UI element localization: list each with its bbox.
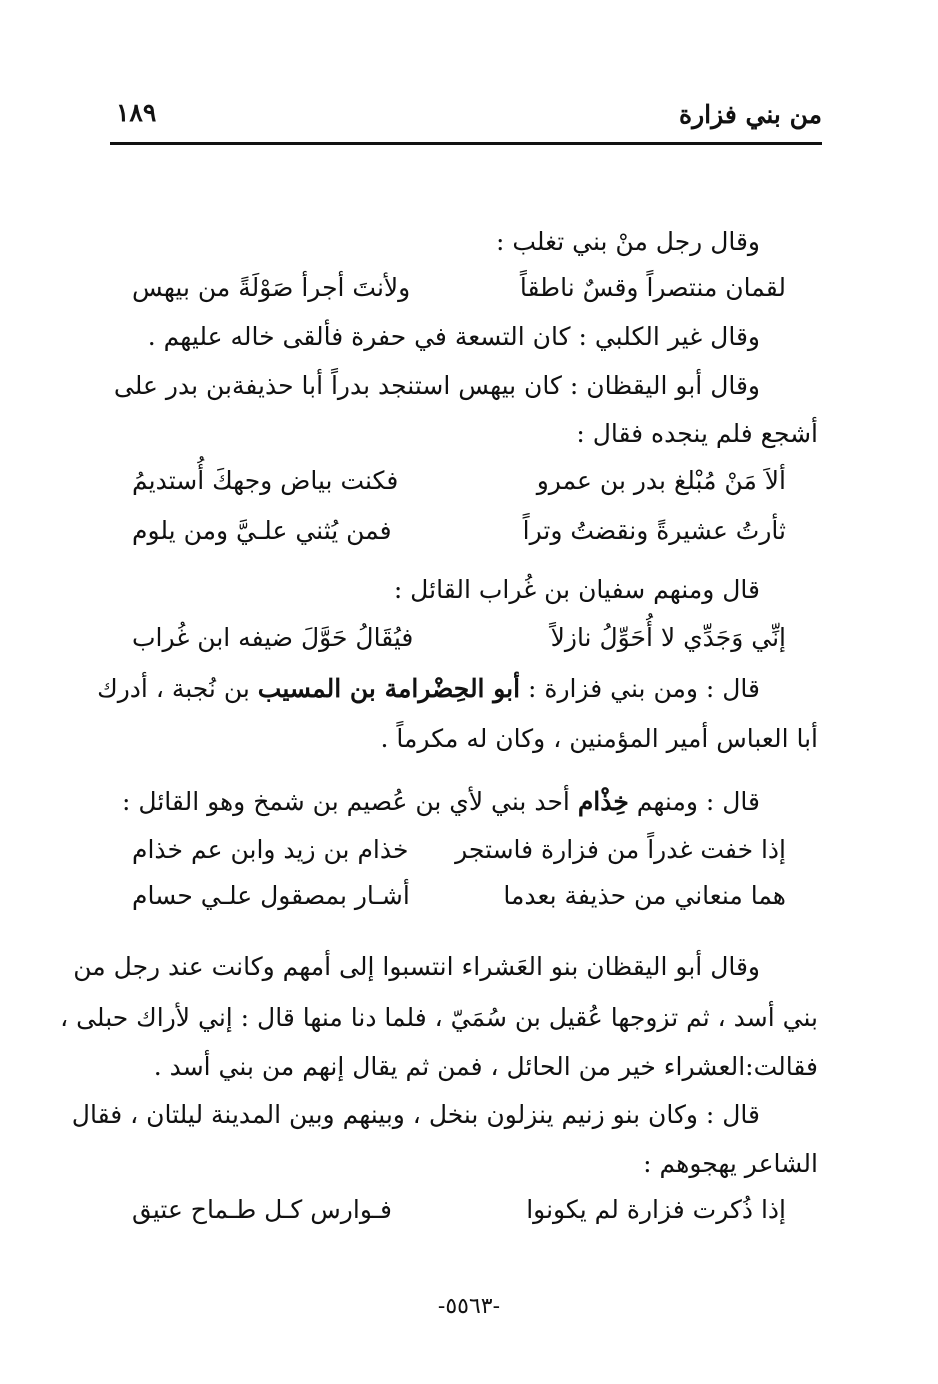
text-run: قال : ومن بني فزارة :: [520, 674, 760, 703]
text-run: قال : ومنهم: [628, 787, 760, 816]
verse-hemistich-left: فكنت بياض وجهكَ أُستديمُ: [132, 466, 399, 495]
text-line: أبا العباس أمير المؤمنين ، وكان له مكرماً .: [380, 724, 818, 753]
text-line: قال : وكان بنو زنيم ينزلون بنخل ، وبينهم وبين المدينة ليلتان ، فقال: [71, 1100, 760, 1129]
text-line: وقال رجل منْ بني تغلب :: [495, 227, 760, 256]
verse-hemistich-right: ألاَ مَنْ مُبْلغ بدر بن عمرو: [536, 466, 786, 495]
bold-name: خِذْام: [577, 787, 629, 816]
verse-hemistich-left: خذام بن زيد وابن عم خذام: [132, 835, 409, 864]
text-run: بن نُجبة ، أدرك: [97, 674, 258, 703]
verse-hemistich-right: إذا خفت غدراً من فزارة فاستجر: [455, 835, 786, 864]
text-line: الشاعر يهجوهم :: [643, 1149, 818, 1178]
verse-hemistich-left: ولأنتَ أجرأ صَوْلَةً من بيهس: [132, 273, 411, 302]
verse-hemistich-left: فـوارس كـل طـماح عتيق: [132, 1195, 393, 1224]
text-line: [97, 673, 760, 705]
text-line: وقال أبو اليقظان بنو العَشراء انتسبوا إلى أمهم وكانت عند رجل من: [73, 952, 760, 981]
text-line: وقال غير الكلبي : كان التسعة في حفرة فألقى خاله عليهم .: [147, 322, 760, 351]
text-line: أشجع فلم ينجده فقال :: [576, 419, 818, 448]
verse-hemistich-right: ثأرتُ عشيرةً ونقضتُ وتراً: [522, 516, 786, 545]
verse-hemistich-right: لقمان منتصراً وقسٌ ناطقاً: [519, 273, 786, 302]
footer-page-number: -٥٥٦٣-: [437, 1294, 501, 1319]
verse-hemistich-right: إذا ذُكرت فزارة لم يكونوا: [526, 1195, 786, 1224]
text-line: [122, 786, 760, 818]
verse-hemistich-left: فمن يُثني علـيَّ ومن يلوم: [132, 516, 392, 545]
text-run: أحد بني لأي بن عُصيم بن شمخ وهو القائل :: [122, 787, 578, 816]
text-line: فقالت:العشراء خير من الحائل ، فمن ثم يقال إنهم من بني أسد .: [153, 1052, 818, 1081]
header-page-number: ١٨٩: [116, 98, 157, 127]
text-line: بني أسد ، ثم تزوجها عُقيل بن سُمَيّ ، فلما دنا منها قال : إني لأراك حبلى ،: [60, 1003, 818, 1032]
bold-name: أبو الحِضْرامة بن المسيب: [257, 674, 521, 703]
verse-hemistich-left: فيُقَالُ حَوَّلَ ضيفه ابن غُراب: [132, 623, 414, 652]
running-title: من بني فزارة: [678, 100, 822, 129]
header-rule: [110, 142, 822, 145]
verse-hemistich-right: إنِّي وَجَدِّي لا أُحَوِّلُ نازلاً: [550, 623, 786, 652]
verse-hemistich-left: أشـار بمصقول علـي حسام: [132, 881, 410, 910]
text-line: وقال أبو اليقظان : كان بيهس استنجد بدراً أبا حذيفةبن بدر على: [113, 371, 760, 400]
page-header: [110, 96, 822, 144]
text-line: قال ومنهم سفيان بن غُراب القائل :: [393, 575, 760, 604]
verse-hemistich-right: هما منعاني من حذيفة بعدما: [503, 881, 786, 910]
